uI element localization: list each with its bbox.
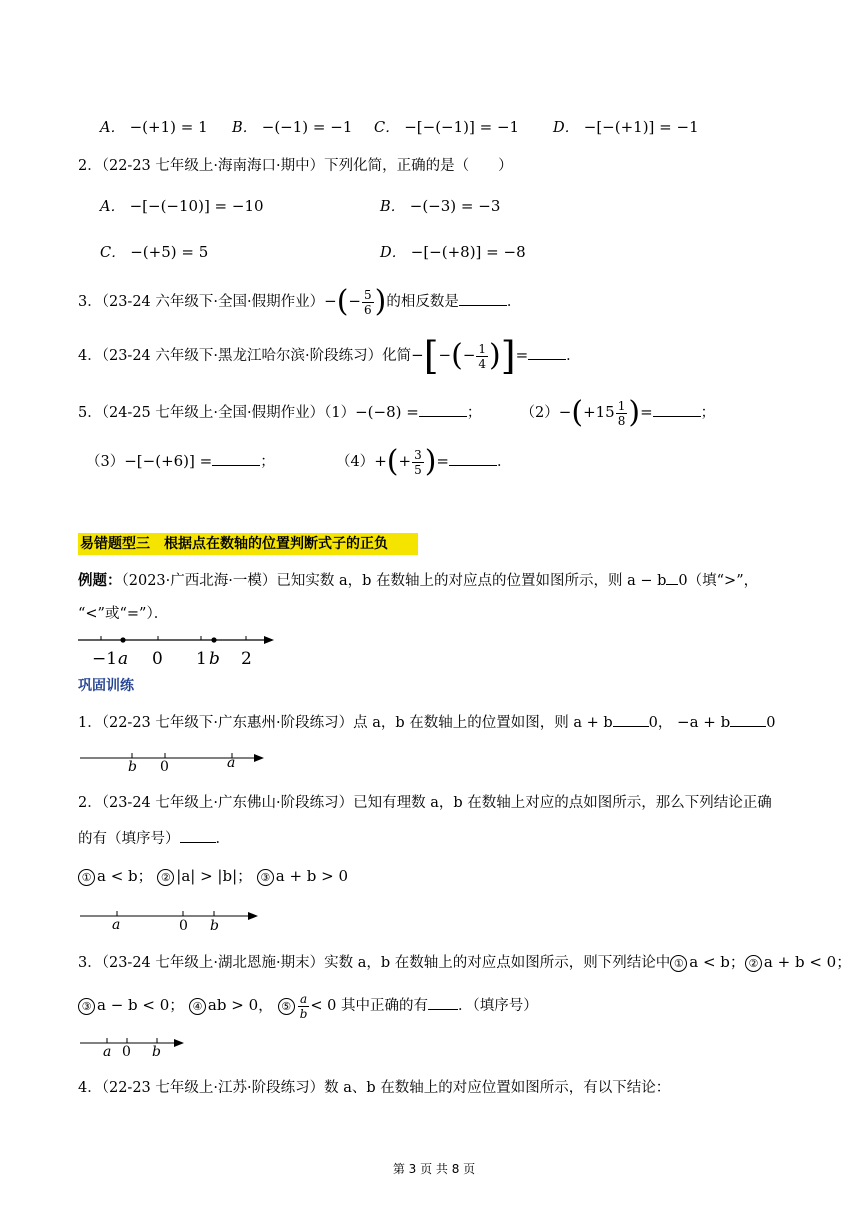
option-letter: B． bbox=[232, 120, 258, 136]
q2-option-d bbox=[380, 242, 526, 263]
nl-label: a bbox=[112, 917, 121, 933]
option-letter: D． bbox=[380, 245, 407, 261]
conclusion: a < b； bbox=[689, 953, 745, 971]
conclusion: < 0 其中正确的有 bbox=[310, 998, 429, 1014]
option-expression: −[−(−1)] = −1 bbox=[404, 118, 520, 136]
nl-label: b bbox=[152, 1044, 161, 1060]
t3-line2 bbox=[78, 989, 538, 1022]
circled-number: ③ bbox=[257, 869, 274, 886]
fraction-numerator: 5 bbox=[363, 287, 372, 302]
circled-number: ③ bbox=[78, 998, 95, 1015]
section-title: 易错题型三 根据点在数轴的位置判断式子的正负 bbox=[78, 533, 418, 555]
option-expression: −(−1) = −1 bbox=[261, 118, 353, 136]
option-letter: C． bbox=[100, 245, 126, 261]
answer-blank[interactable] bbox=[212, 451, 260, 466]
example-text: （2023·广西北海·一模）已知实数 a，b 在数轴上的对应点的位置如图所示，则 a − b bbox=[121, 573, 667, 589]
t3-tail: ．（填序号） bbox=[458, 998, 538, 1014]
answer-blank[interactable] bbox=[613, 712, 649, 727]
q1-option-c bbox=[374, 117, 519, 138]
point-b bbox=[211, 637, 216, 642]
nl-label: 2 bbox=[241, 649, 252, 669]
answer-blank[interactable] bbox=[459, 291, 507, 306]
q2-option-c bbox=[100, 242, 208, 263]
conclusion: ab > 0， bbox=[207, 996, 274, 1014]
q5-p4-fraction bbox=[412, 448, 424, 477]
t2-conclusions bbox=[78, 866, 348, 887]
axis-arrow bbox=[174, 1039, 184, 1047]
conclusion: a + b < 0； bbox=[763, 953, 852, 971]
fraction-numerator: a bbox=[298, 992, 310, 1007]
q4-line: 4．（23-24 六年级下·黑龙江哈尔滨·阶段练习）化简−[−(− $\frac{1}{4}$ )]= ． bbox=[78, 334, 581, 378]
nl-label: a bbox=[103, 1044, 112, 1060]
q5-p4-label: （4） bbox=[335, 454, 375, 470]
conclusion: |a| > |b|； bbox=[176, 867, 253, 885]
q1-option-d bbox=[553, 117, 699, 138]
example-label: 例题： bbox=[78, 573, 122, 589]
nl-label: 0 bbox=[152, 649, 163, 669]
fraction-denominator: 5 bbox=[414, 462, 422, 477]
answer-blank[interactable] bbox=[730, 712, 766, 727]
option-letter: D． bbox=[553, 120, 580, 136]
nl-label: 0 bbox=[179, 918, 188, 934]
t1-zero1: 0， bbox=[648, 715, 673, 731]
t3-line1 bbox=[78, 952, 851, 973]
answer-blank[interactable] bbox=[653, 402, 701, 417]
nl-label: 0 bbox=[122, 1044, 131, 1060]
axis-arrow bbox=[254, 754, 264, 762]
q3-prefix: 3．（23-24 六年级下·全国·假期作业） bbox=[78, 294, 325, 310]
t1-zero2: 0 bbox=[766, 715, 776, 731]
t4-stem: 4．（22-23 七年级上·江苏·阶段练习）数 a、b 在数轴上的对应位置如图所示，有以下结论： bbox=[78, 1080, 671, 1096]
nl-label: −1 bbox=[92, 649, 118, 669]
q5-line1: 5．（24-25 七年级上·全国·假期作业）（1）−(−8) = ； （2）−(+15 $\frac{1}{8}$ )= ； bbox=[78, 395, 716, 430]
fraction-numerator: 1 bbox=[478, 341, 487, 356]
example-line1 bbox=[78, 570, 758, 591]
answer-blank[interactable] bbox=[180, 828, 216, 843]
fraction-numerator: 1 bbox=[617, 398, 626, 413]
answer-blank[interactable] bbox=[666, 570, 678, 585]
nl-label: a bbox=[227, 755, 236, 771]
t1-stem: 1．（22-23 七年级下·广东惠州·阶段练习）点 a，b 在数轴上的位置如图，则 a + b bbox=[78, 715, 613, 731]
q4-prefix: 4．（23-24 六年级下·黑龙江哈尔滨·阶段练习）化简 bbox=[78, 348, 412, 364]
q2-option-b bbox=[380, 196, 500, 217]
t3-fraction bbox=[298, 992, 310, 1021]
q5-line2: （3）−[−(+6)] = ； （4）+(+ $\frac{3}{5}$ )= ． bbox=[86, 444, 512, 479]
t2-stem2: 的有（填序号） bbox=[78, 831, 180, 847]
t1-expression: −a + b bbox=[677, 713, 731, 731]
option-expression: −(−3) = −3 bbox=[409, 197, 501, 215]
answer-blank[interactable] bbox=[528, 345, 566, 360]
nl-label: b bbox=[209, 649, 220, 669]
nl-label: b bbox=[210, 918, 219, 934]
option-expression: −[−(+1)] = −1 bbox=[583, 118, 699, 136]
example-text-tail: 0（填“>”， bbox=[678, 573, 759, 589]
example-line2: “<”或“=”）． bbox=[78, 606, 169, 622]
q5-p2-fraction bbox=[616, 399, 628, 428]
q5-p1-expression: −(−8) = bbox=[355, 403, 419, 421]
nl-label: 1 bbox=[196, 649, 207, 669]
conclusion: a < b； bbox=[97, 867, 153, 885]
circled-number: ② bbox=[157, 869, 174, 886]
answer-blank[interactable] bbox=[428, 995, 458, 1010]
fraction-denominator: 4 bbox=[478, 356, 487, 371]
circled-number: ① bbox=[670, 955, 687, 972]
option-letter: A． bbox=[100, 120, 125, 136]
q5-p2-whole: +15 bbox=[583, 403, 615, 421]
circled-number: ② bbox=[745, 955, 762, 972]
t2-stem2-line: 的有（填序号） ． bbox=[78, 828, 230, 849]
answer-blank[interactable] bbox=[449, 451, 497, 466]
circled-number: ① bbox=[78, 869, 95, 886]
q5-p2-label: （2） bbox=[520, 405, 559, 421]
fraction-denominator: b bbox=[299, 1006, 308, 1021]
q1-option-b bbox=[232, 117, 352, 138]
option-letter: A． bbox=[100, 199, 125, 215]
point-a bbox=[120, 637, 125, 642]
fraction-numerator: 3 bbox=[414, 447, 422, 462]
q2-stem: 2．（22-23 七年级上·海南海口·期中）下列化简，正确的是（ ） bbox=[78, 158, 513, 174]
option-expression: −(+5) = 5 bbox=[130, 243, 209, 261]
q5-prefix: 5．（24-25 七年级上·全国·假期作业）（1） bbox=[78, 405, 356, 421]
consolidate-title: 巩固训练 bbox=[78, 678, 134, 694]
t2-stem: 2．（23-24 七年级上·广东佛山·阶段练习）已知有理数 a，b 在数轴上对应的点如图所示，那么下列结论正确 bbox=[78, 795, 772, 811]
option-expression: −[−(−10)] = −10 bbox=[129, 197, 264, 215]
t1-number-line bbox=[80, 750, 270, 766]
t1-line bbox=[78, 712, 775, 733]
conclusion: a + b > 0 bbox=[275, 867, 349, 885]
option-letter: C． bbox=[374, 120, 400, 136]
circled-number: ⑤ bbox=[278, 998, 295, 1015]
axis-arrow bbox=[248, 912, 258, 920]
q1-option-a bbox=[100, 117, 208, 138]
conclusion: a − b < 0； bbox=[97, 996, 185, 1014]
nl-label: b bbox=[128, 759, 137, 775]
nl-label: 0 bbox=[160, 759, 169, 775]
t3-stem: 3．（23-24 七年级上·湖北恩施·期末）实数 a，b 在数轴上的对应点如图所示，则下列结论中 bbox=[78, 955, 671, 971]
q3-suffix: 的相反数是 bbox=[386, 294, 459, 310]
circled-number: ④ bbox=[189, 998, 206, 1015]
q2-option-a bbox=[100, 196, 264, 217]
t3-number-line bbox=[80, 1035, 190, 1051]
q5-p3-label: （3） bbox=[86, 454, 125, 470]
option-expression: −(+1) = 1 bbox=[129, 118, 208, 136]
q3-line: 3．（23-24 六年级下·全国·假期作业）−(− $\frac{5}{6}$ )的相反数是 ． bbox=[78, 284, 522, 319]
axis-arrow bbox=[264, 636, 274, 644]
fraction-denominator: 8 bbox=[617, 413, 626, 428]
q4-fraction bbox=[476, 342, 488, 371]
option-expression: −[−(+8)] = −8 bbox=[410, 243, 526, 261]
q5-p3-expression: −[−(+6)] = bbox=[124, 452, 213, 470]
t2-number-line bbox=[80, 908, 266, 924]
page-footer: 第 3 页 共 8 页 bbox=[392, 1162, 476, 1176]
fraction-denominator: 6 bbox=[363, 302, 372, 317]
q3-fraction bbox=[362, 288, 374, 317]
nl-label: a bbox=[118, 649, 129, 669]
option-letter: B． bbox=[380, 199, 406, 215]
answer-blank[interactable] bbox=[419, 402, 467, 417]
